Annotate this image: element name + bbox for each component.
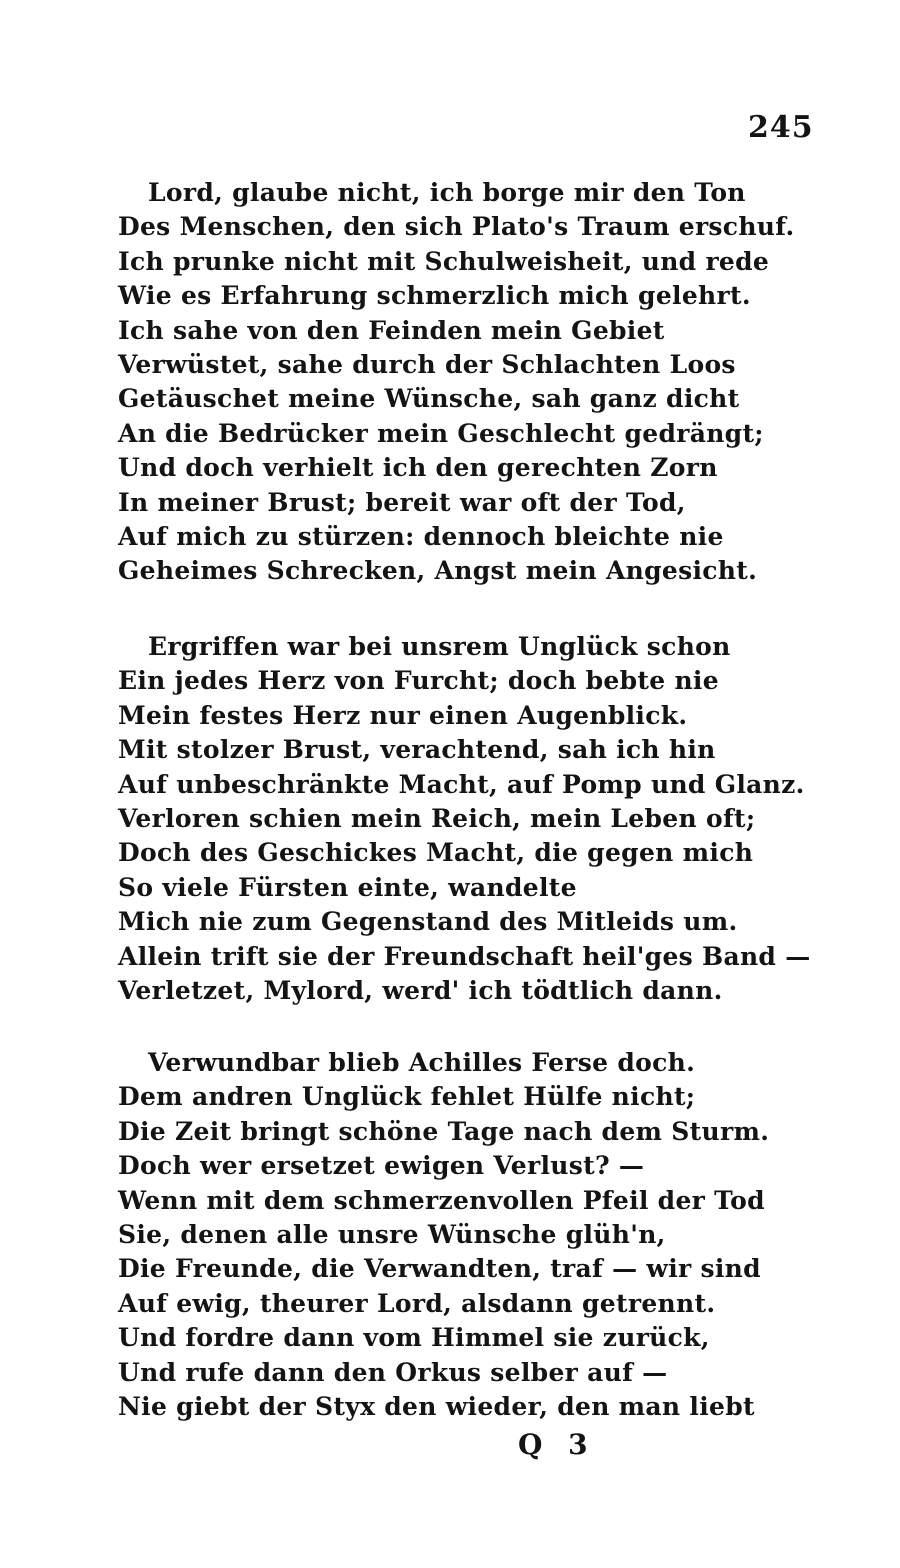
verse-line: Verloren schien mein Reich, mein Leben oft; [118,803,756,833]
verse-line: Auf mich zu stürzen: dennoch bleichte nie [118,521,724,551]
verse-line: Lord, glaube nicht, ich borge mir den Ton [148,178,746,207]
verse-line: Verwundbar blieb Achilles Ferse doch. [148,1048,696,1077]
verse-line: Und rufe dann den Orkus selber auf — [118,1357,668,1387]
verse-line: Des Menschen, den sich Plato's Traum erschuf. [118,212,795,242]
verse-line: Ein jedes Herz von Furcht; doch bebte nie [118,666,719,696]
verse-line: Getäuschet meine Wünsche, sah ganz dicht [118,384,740,414]
verse-line: Allein trift sie der Freundschaft heil'ges Band — [118,941,811,971]
verse-line: Die Zeit bringt schöne Tage nach dem Sturm. [118,1116,770,1146]
verse-line: Ergriffen war bei unsrem Unglück schon [148,632,731,661]
printer-signature-mark: Q 3 [518,1428,596,1461]
verse-line: Dem andren Unglück fehlet Hülfe nicht; [118,1082,696,1112]
stanza-1 [118,176,795,589]
verse-line: Sie, denen alle unsre Wünsche glüh'n, [118,1219,666,1249]
stanza-2 [118,630,811,1008]
verse-line: Und fordre dann vom Himmel sie zurück, [118,1323,710,1353]
verse-line: Und doch verhielt ich den gerechten Zorn [118,453,718,483]
verse-line: Doch wer ersetzet ewigen Verlust? — [118,1151,645,1181]
verse-line: In meiner Brust; bereit war oft der Tod, [118,487,686,517]
verse-line: Verletzet, Mylord, werd' ich tödtlich dann. [118,975,723,1005]
page-number: 245 [748,110,814,145]
verse-line: Verwüstet, sahe durch der Schlachten Loos [118,349,736,379]
verse-line: Die Freunde, die Verwandten, traf — wir sind [118,1254,761,1284]
verse-line: Geheimes Schrecken, Angst mein Angesicht. [118,556,758,586]
verse-line: Mein festes Herz nur einen Augenblick. [118,700,688,730]
verse-line: An die Bedrücker mein Geschlecht gedrängt; [118,418,764,448]
verse-line: Auf unbeschränkte Macht, auf Pomp und Glanz. [118,769,805,799]
verse-line: Ich prunke nicht mit Schulweisheit, und rede [118,246,770,276]
verse-line: Doch des Geschickes Macht, die gegen mich [118,838,754,868]
stanza-3 [118,1046,778,1424]
verse-line: Mit stolzer Brust, verachtend, sah ich hin [118,735,716,765]
verse-line: Mich nie zum Gegenstand des Mitleids um. [118,907,738,937]
verse-line: Ich sahe von den Feinden mein Gebiet [118,315,665,345]
verse-line: Auf ewig, theurer Lord, alsdann getrennt. [118,1288,716,1318]
verse-line: So viele Fürsten einte, wandelte [118,872,577,902]
verse-line: Wenn mit dem schmerzenvollen Pfeil der Tod [118,1185,765,1215]
verse-line: Wie es Erfahrung schmerzlich mich gelehrt. [118,281,751,311]
verse-line: Nie giebt der Styx den wieder, den man liebt [118,1391,755,1421]
